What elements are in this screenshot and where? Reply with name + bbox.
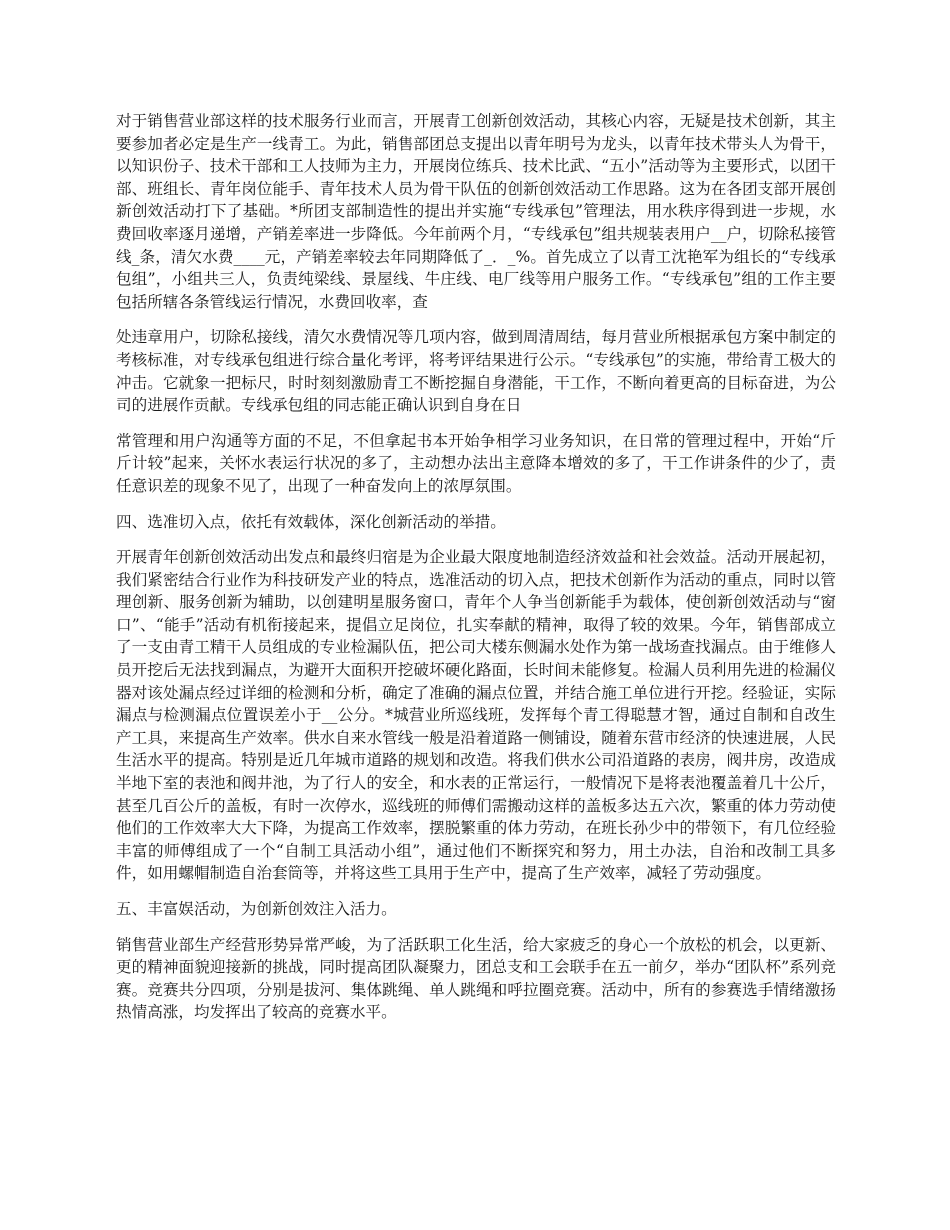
document-body bbox=[116, 110, 836, 1037]
section-heading-5: 五、丰富娱活动，为创新创效注入活力。 bbox=[116, 900, 397, 918]
paragraph-1: 对于销售营业部这样的技术服务行业而言，开展青工创新创效活动，其核心内容，无疑是技术创新，其主要参加者必定是生产一线青工。为此，销售部团总支提出以青年明号为龙头，以青年技术带头人为骨干，以知识份子、技术干部和工人技师为主力，开展岗位练兵、技术比武、“五小”活动等为主要形式，以团干部、班组长、青年岗位能手、青年技术人员为骨干队伍的创新创效活动工作思路。这为在各团支部开展创新创效活动打下了基础。*所团支部制造性的提出并实施“专线承包”管理法，用水秩序得到进一步规，水费回收率逐月递增，产销差率进一步降低。今年前两个月，“专线承包”组共规装表用户__户，切除私接管线_条，清欠水费____元，产销差率较去年同期降低了_．_%。首先成立了以青工沈艳军为组长的“专线承包组”，小组共三人，负责纯梁线、景屋线、牛庄线、电厂线等用户服务工作。“专线承包”组的工作主要包括所辖各条管线运行情况，水费回收率，查 bbox=[116, 112, 836, 311]
paragraph-3: 常管理和用户沟通等方面的不足，不但拿起书本开始争相学习业务知识，在日常的管理过程中，开始“斤斤计较”起来，关怀水表运行状况的多了，主动想办法出主意降本增效的多了，干工作讲条件的少了，责任意识差的现象不见了，出现了一种奋发向上的浓厚氛围。 bbox=[116, 431, 836, 495]
paragraph-4: 开展青年创新创效活动出发点和最终归宿是为企业最大限度地制造经济效益和社会效益。活动开展起初，我们紧密结合行业作为科技研发产业的特点，选准活动的切入点，把技术创新作为活动的重点，同时以管理创新、服务创新为辅助，以创建明星服务窗口，青年个人争当创新能手为载体，使创新创效活动与“窗口”、“能手”活动有机衔接起来，提倡立足岗位，扎实奉献的精神，取得了较的效果。今年，销售部成立了一支由青工精干人员组成的专业检漏队伍，把公司大楼东侧漏水处作为第一战场查找漏点。由于维修人员开挖后无法找到漏点，为避开大面积开挖破坏硬化路面，长时间未能修复。检漏人员利用先进的检漏仪器对该处漏点经过详细的检测和分析，确定了准确的漏点位置，并结合施工单位进行开挖。经验证，实际漏点与检测漏点位置误差小于__公分。*城营业所巡线班，发挥每个青工得聪慧才智，通过自制和自改生产工具，来提高生产效率。供水自来水管线一般是沿着道路一侧铺设，随着东营市经济的快速进展，人民生活水平的提高。特别是近几年城市道路的规划和改造。将我们供水公司沿道路的表房，阀井房，改造成半地下室的表池和阀井池，为了行人的安全，和水表的正常运行，一般情况下是将表池覆盖着几十公斤，甚至几百公斤的盖板，有时一次停水，巡线班的师傅们需搬动这样的盖板多达五六次，繁重的体力劳动使他们的工作效率大大下降，为提高工作效率，摆脱繁重的体力劳动，在班长孙少中的带领下，有几位经验丰富的师傅组成了一个“自制工具活动小组”，通过他们不断探究和努力，用土办法，自治和改制工具多件，如用螺帽制造自治套筒等，并将这些工具用于生产中，提高了生产效率，减轻了劳动强度。 bbox=[116, 548, 836, 883]
paragraph-2: 处违章用户，切除私接线，清欠水费情况等几项内容，做到周清周结，每月营业所根据承包方案中制定的考核标准，对专线承包组进行综合量化考评，将考评结果进行公示。“专线承包”的实施，带给青工极大的冲击。它就象一把标尺，时时刻刻激励青工不断挖掘自身潜能，干工作，不断向着更高的目标奋进，为公司的进展作贡献。专线承包组的同志能正确认识到自身在日 bbox=[116, 328, 836, 415]
paragraph-5: 销售营业部生产经营形势异常严峻，为了活跃职工化生活，给大家疲乏的身心一个放松的机会，以更新、更的精神面貌迎接新的挑战，同时提高团队凝聚力，团总支和工会联手在五一前夕，举办“团队杯”系列竞赛。竞赛共分四项，分别是拔河、集体跳绳、单人跳绳和呼拉圈竞赛。活动中，所有的参赛选手情绪激扬热情高涨，均发挥出了较高的竞赛水平。 bbox=[116, 935, 836, 1022]
section-heading-4: 四、选准切入点，依托有效载体，深化创新活动的举措。 bbox=[116, 512, 506, 531]
